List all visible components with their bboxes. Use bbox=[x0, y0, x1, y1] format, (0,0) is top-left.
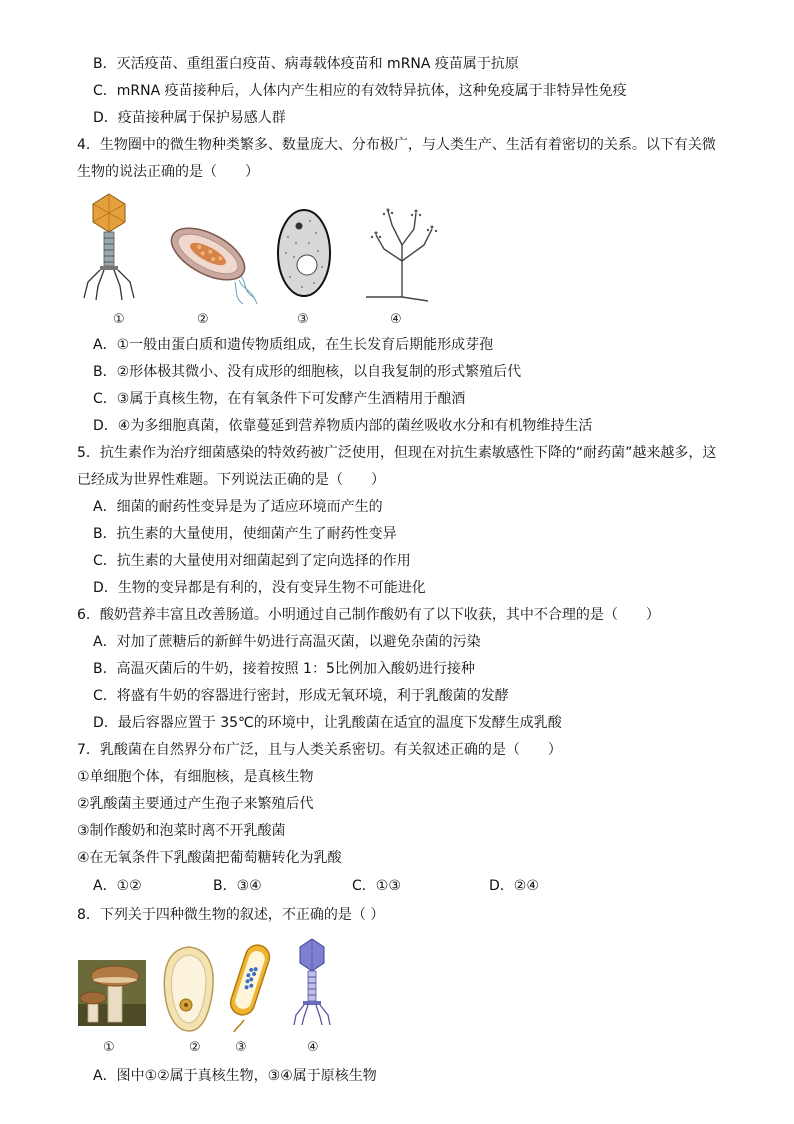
q6-option-c: C．将盛有牛奶的容器进行密封，形成无氧环境，利于乳酸菌的发酵 bbox=[93, 688, 509, 704]
q4-figure-label-4: ④ bbox=[390, 312, 402, 327]
q8-stem: 8．下列关于四种微生物的叙述，不正确的是（ ） bbox=[77, 907, 385, 923]
q8-figure-label-3: ③ bbox=[235, 1040, 247, 1055]
q7-statement-1: ①单细胞个体，有细胞核，是真核生物 bbox=[77, 769, 314, 785]
q7-statement-4: ④在无氧条件下乳酸菌把葡萄糖转化为乳酸 bbox=[77, 850, 342, 866]
q8-figure-label-1: ① bbox=[103, 1040, 115, 1055]
q4-option-d: D．④为多细胞真菌，依靠蔓延到营养物质内部的菌丝吸收水分和有机物维持生活 bbox=[93, 418, 593, 434]
bacillus-figure bbox=[226, 940, 272, 1034]
q3-option-b: B．灭活疫苗、重组蛋白疫苗、病毒载体疫苗和 mRNA 疫苗属于抗原 bbox=[93, 56, 519, 72]
q7-statement-3: ③制作酸奶和泡菜时离不开乳酸菌 bbox=[77, 823, 286, 839]
q5-option-a: A．细菌的耐药性变异是为了适应环境而产生的 bbox=[93, 499, 383, 515]
mushroom-figure bbox=[78, 960, 146, 1026]
q7-option-d: D．②④ bbox=[489, 878, 539, 894]
q8-figure-label-2: ② bbox=[189, 1040, 201, 1055]
q5-option-c: C．抗生素的大量使用对细菌起到了定向选择的作用 bbox=[93, 553, 411, 569]
bacterium-figure bbox=[163, 214, 269, 306]
yeast-cell-figure bbox=[276, 207, 332, 299]
mold-figure bbox=[362, 205, 440, 305]
q6-option-a: A．对加了蔗糖后的新鲜牛奶进行高温灭菌，以避免杂菌的污染 bbox=[93, 634, 481, 650]
bacteriophage-figure bbox=[80, 192, 138, 304]
q4-stem-line2: 生物的说法正确的是（ ） bbox=[77, 164, 259, 180]
q4-figure-label-2: ② bbox=[197, 312, 209, 327]
q7-statement-2: ②乳酸菌主要通过产生孢子来繁殖后代 bbox=[77, 796, 314, 812]
q4-option-b: B．②形体极其微小、没有成形的细胞核，以自我复制的形式繁殖后代 bbox=[93, 364, 522, 380]
q5-option-d: D．生物的变异都是有利的，没有变异生物不可能进化 bbox=[93, 580, 426, 596]
q7-stem: 7．乳酸菌在自然界分布广泛，且与人类关系密切。有关叙述正确的是（ ） bbox=[77, 742, 562, 758]
q6-option-d: D．最后容器应置于 35℃的环境中，让乳酸菌在适宜的温度下发酵生成乳酸 bbox=[93, 715, 562, 731]
q7-option-c: C．①③ bbox=[352, 878, 401, 894]
q8-figure-label-4: ④ bbox=[307, 1040, 319, 1055]
q3-option-d: D．疫苗接种属于保护易感人群 bbox=[93, 110, 286, 126]
q5-stem-line2: 已经成为世界性难题。下列说法正确的是（ ） bbox=[77, 472, 385, 488]
q7-option-b: B．③④ bbox=[213, 878, 262, 894]
q5-option-b: B．抗生素的大量使用，使细菌产生了耐药性变异 bbox=[93, 526, 397, 542]
q3-option-c: C．mRNA 疫苗接种后，人体内产生相应的有效特异抗体，这种免疫属于非特异性免疫 bbox=[93, 83, 627, 99]
phage-figure bbox=[288, 937, 336, 1027]
q8-option-a: A．图中①②属于真核生物，③④属于原核生物 bbox=[93, 1068, 377, 1084]
q5-stem-line1: 5．抗生素作为治疗细菌感染的特效药被广泛使用，但现在对抗生素敏感性下降的“耐药菌”越来越多，这 bbox=[77, 445, 717, 461]
q6-option-b: B．高温灭菌后的牛奶，接着按照 1：5比例加入酸奶进行接种 bbox=[93, 661, 475, 677]
q4-stem-line1: 4．生物圈中的微生物种类繁多、数量庞大、分布极广，与人类生产、生活有着密切的关系。以下有关微 bbox=[77, 137, 716, 153]
q6-stem: 6．酸奶营养丰富且改善肠道。小明通过自己制作酸奶有了以下收获，其中不合理的是（ ） bbox=[77, 607, 660, 623]
q4-figure-label-1: ① bbox=[113, 312, 125, 327]
yeast-figure bbox=[160, 945, 218, 1033]
q4-option-a: A．①一般由蛋白质和遗传物质组成，在生长发育后期能形成芽孢 bbox=[93, 337, 494, 353]
q4-option-c: C．③属于真核生物，在有氧条件下可发酵产生酒精用于酿酒 bbox=[93, 391, 466, 407]
q4-figure-label-3: ③ bbox=[297, 312, 309, 327]
q7-option-a: A．①② bbox=[93, 878, 142, 894]
